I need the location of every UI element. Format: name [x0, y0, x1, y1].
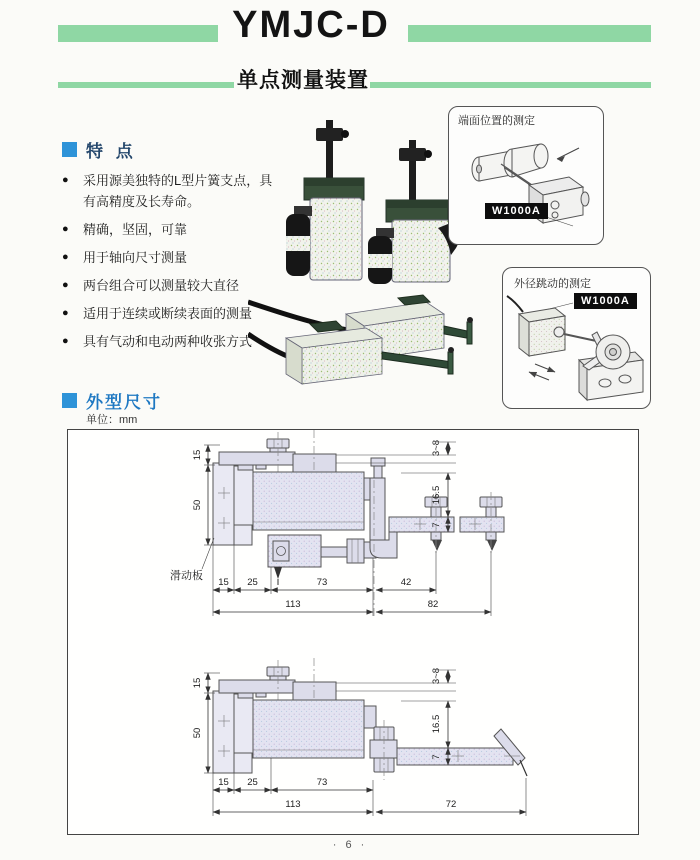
- app-box-runout: [502, 267, 651, 409]
- model-label: W1000A: [485, 203, 548, 219]
- dim-w2: 25: [247, 577, 258, 588]
- page-title: YMJC-D: [232, 4, 390, 46]
- outline-drawing: [68, 430, 638, 834]
- page-subtitle: 单点测量装置: [237, 69, 369, 92]
- motion-arrows: [529, 364, 555, 380]
- workpiece-on-bracket: [579, 335, 643, 400]
- dim-bar-thickness: 7: [431, 754, 442, 760]
- gauge-unit-left: [286, 120, 364, 280]
- blue-square-icon: [62, 142, 77, 157]
- dim-plate-height: 15: [192, 449, 203, 461]
- model-label: W1000A: [574, 293, 637, 309]
- product-photo-horizontal-gauges: [248, 286, 476, 408]
- drawing-top-view: [170, 430, 504, 616]
- dim-range: 3~8: [431, 439, 442, 457]
- dim-total-right: 72: [445, 799, 457, 810]
- cable: [248, 334, 292, 358]
- drawing-bottom-view: [192, 658, 527, 816]
- accent-bar-top-right: [408, 25, 651, 42]
- dim-total-right: 82: [427, 599, 439, 610]
- feature-item: ● 精确，坚固，可靠: [62, 219, 280, 240]
- dim-offset: 16.5: [431, 714, 442, 734]
- direction-arrow: [557, 148, 579, 159]
- feature-item: ● 具有气动和电动两种收张方式: [62, 331, 280, 352]
- dim-offset: 16.5: [431, 485, 442, 505]
- outline-drawing-box: [67, 429, 639, 835]
- dim-w3: 73: [316, 577, 328, 588]
- gauge-device: [519, 308, 605, 356]
- app-box-title: 外径跳动的测定: [514, 278, 591, 290]
- dim-total-left: 113: [285, 599, 301, 610]
- dim-w2: 25: [247, 777, 258, 788]
- page-number: · 6 ·: [332, 839, 368, 851]
- accent-bar-sub-left: [58, 82, 234, 88]
- dim-bar-thickness: 7: [431, 522, 442, 528]
- dim-w1: 15: [218, 777, 229, 788]
- dim-total-left: 113: [285, 799, 301, 810]
- feature-item: ● 两台组合可以测量较大直径: [62, 275, 280, 296]
- dimensions-heading: 外型尺寸: [62, 388, 162, 413]
- features-heading: 特 点: [62, 137, 137, 162]
- slide-plate-label: 滑动板: [170, 570, 203, 582]
- feature-item: ● 适用于连续或断续表面的测量: [62, 303, 280, 324]
- dim-body-height: 50: [192, 499, 203, 511]
- app-box-endface: [448, 106, 604, 245]
- gauge-unit-right: [368, 140, 458, 284]
- dim-plate-height: 15: [192, 677, 203, 689]
- feature-item: ● 用于轴向尺寸测量: [62, 247, 280, 268]
- cable: [507, 296, 523, 312]
- accent-bar-top-left: [58, 25, 218, 42]
- feature-item: ● 采用源美独特的L型片簧支点，具有高精度及长寿命。: [62, 170, 280, 212]
- dim-body-height: 50: [192, 727, 203, 739]
- dim-range: 3~8: [431, 667, 442, 685]
- product-photo-vertical-gauges: [266, 118, 458, 286]
- app-box-title: 端面位置的测定: [458, 115, 535, 127]
- dim-w4: 42: [400, 577, 412, 588]
- dim-w1: 15: [218, 577, 229, 588]
- accent-bar-sub-right: [370, 82, 651, 88]
- unit-note: 单位：mm: [86, 414, 138, 426]
- blue-square-icon: [62, 393, 77, 408]
- dim-w3: 73: [316, 777, 328, 788]
